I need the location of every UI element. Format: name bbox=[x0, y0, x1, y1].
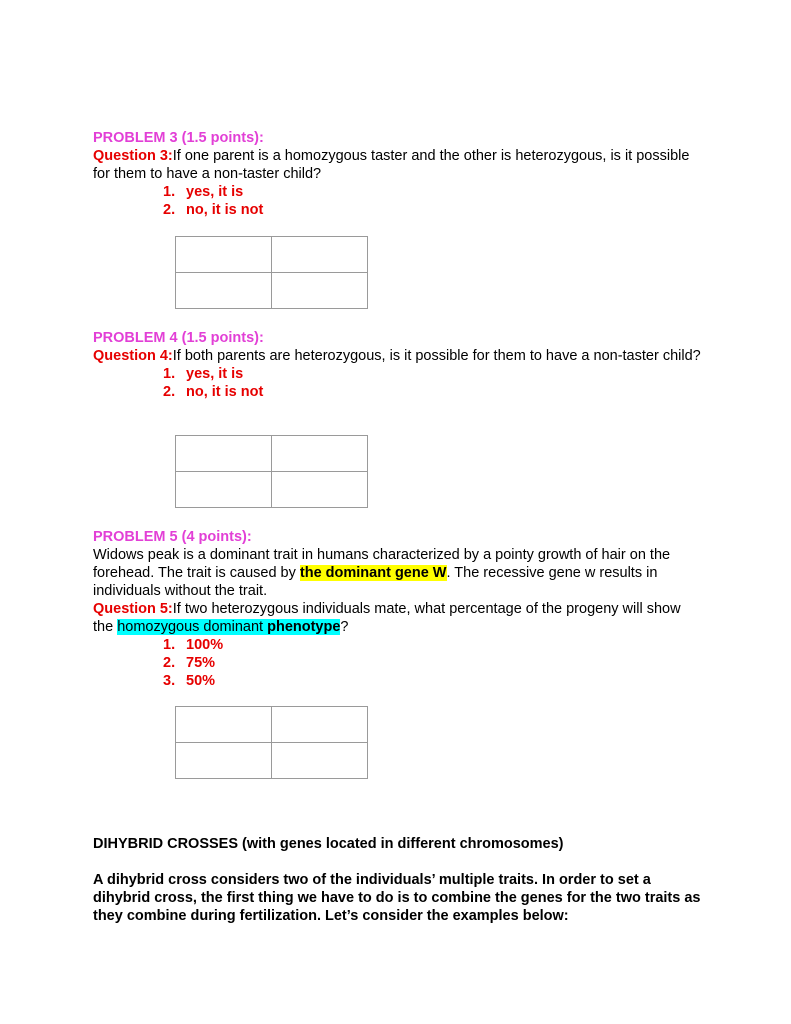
option-text: 50% bbox=[186, 673, 216, 689]
punnett-square-3 bbox=[175, 236, 368, 309]
option-number: 2. bbox=[163, 655, 176, 671]
punnett-square-4 bbox=[175, 435, 368, 508]
intro-text: Widows peak is a dominant trait in humans characterized by a pointy growth of hair on the forehead. The trait is caused by bbox=[93, 547, 671, 581]
highlight-bold: phenotype bbox=[267, 619, 341, 635]
option-item bbox=[93, 365, 703, 383]
punnett-cell bbox=[272, 743, 368, 779]
dominant-gene-highlight: the dominant gene W bbox=[299, 565, 447, 581]
option-number: 2. bbox=[163, 202, 176, 218]
problem-4 bbox=[93, 329, 703, 401]
punnett-cell bbox=[272, 436, 368, 472]
punnett-cell bbox=[272, 273, 368, 309]
highlight-plain: homozygous dominant bbox=[117, 619, 268, 635]
problem-5 bbox=[93, 528, 703, 690]
punnett-cell bbox=[176, 436, 272, 472]
problem-3-question bbox=[93, 147, 703, 183]
option-number: 1. bbox=[163, 637, 176, 653]
problem-3 bbox=[93, 129, 703, 219]
option-item bbox=[93, 383, 703, 401]
question-5-end: ? bbox=[340, 619, 349, 635]
question-5-text: If two heterozygous individuals mate, what percentage of the progeny will show the bbox=[93, 601, 681, 635]
option-item bbox=[93, 654, 703, 672]
problem-5-question bbox=[93, 600, 703, 636]
problem-5-heading: PROBLEM 5 (4 points): bbox=[93, 529, 252, 545]
punnett-cell bbox=[176, 707, 272, 743]
problem-4-question bbox=[93, 347, 703, 365]
option-item bbox=[93, 672, 703, 690]
option-item bbox=[93, 201, 703, 219]
question-4-label: Question 4: bbox=[93, 348, 173, 364]
problem-3-heading: PROBLEM 3 (1.5 points): bbox=[93, 130, 264, 146]
option-number: 3. bbox=[163, 673, 176, 689]
option-number: 1. bbox=[163, 366, 176, 382]
punnett-square-5 bbox=[175, 706, 368, 779]
option-number: 2. bbox=[163, 384, 176, 400]
option-text: yes, it is bbox=[186, 366, 244, 382]
dihybrid-paragraph: A dihybrid cross considers two of the individuals’ multiple traits. In order to set a dihybrid cross, the first thing we have to do is to combine the genes for the two traits as they combine during fertilization. Let’s consider the examples below: bbox=[93, 872, 701, 924]
punnett-cell bbox=[176, 743, 272, 779]
option-text: 100% bbox=[186, 637, 224, 653]
question-5-label: Question 5: bbox=[93, 601, 173, 617]
option-text: no, it is not bbox=[186, 202, 264, 218]
option-text: no, it is not bbox=[186, 384, 264, 400]
option-text: yes, it is bbox=[186, 184, 244, 200]
option-item bbox=[93, 636, 703, 654]
problem-4-options bbox=[93, 365, 703, 401]
dihybrid-title: DIHYBRID CROSSES (with genes located in different chromosomes) bbox=[93, 836, 564, 852]
question-4-text: If both parents are heterozygous, is it possible for them to have a non-taster child? bbox=[172, 348, 701, 364]
phenotype-highlight bbox=[117, 619, 340, 635]
punnett-cell bbox=[272, 237, 368, 273]
option-item bbox=[93, 183, 703, 201]
question-3-label: Question 3: bbox=[93, 148, 173, 164]
punnett-cell bbox=[176, 237, 272, 273]
punnett-cell bbox=[272, 472, 368, 508]
punnett-cell bbox=[272, 707, 368, 743]
problem-5-options bbox=[93, 636, 703, 690]
question-3-text: If one parent is a homozygous taster and the other is heterozygous, is it possible for them to have a non-taster child? bbox=[93, 148, 690, 182]
problem-5-intro bbox=[93, 546, 703, 600]
problem-4-heading: PROBLEM 4 (1.5 points): bbox=[93, 330, 264, 346]
intro-text-end: . The recessive gene w results in individuals without the trait. bbox=[93, 565, 658, 599]
problem-3-options bbox=[93, 183, 703, 219]
option-text: 75% bbox=[186, 655, 216, 671]
punnett-cell bbox=[176, 472, 272, 508]
option-number: 1. bbox=[163, 184, 176, 200]
punnett-cell bbox=[176, 273, 272, 309]
